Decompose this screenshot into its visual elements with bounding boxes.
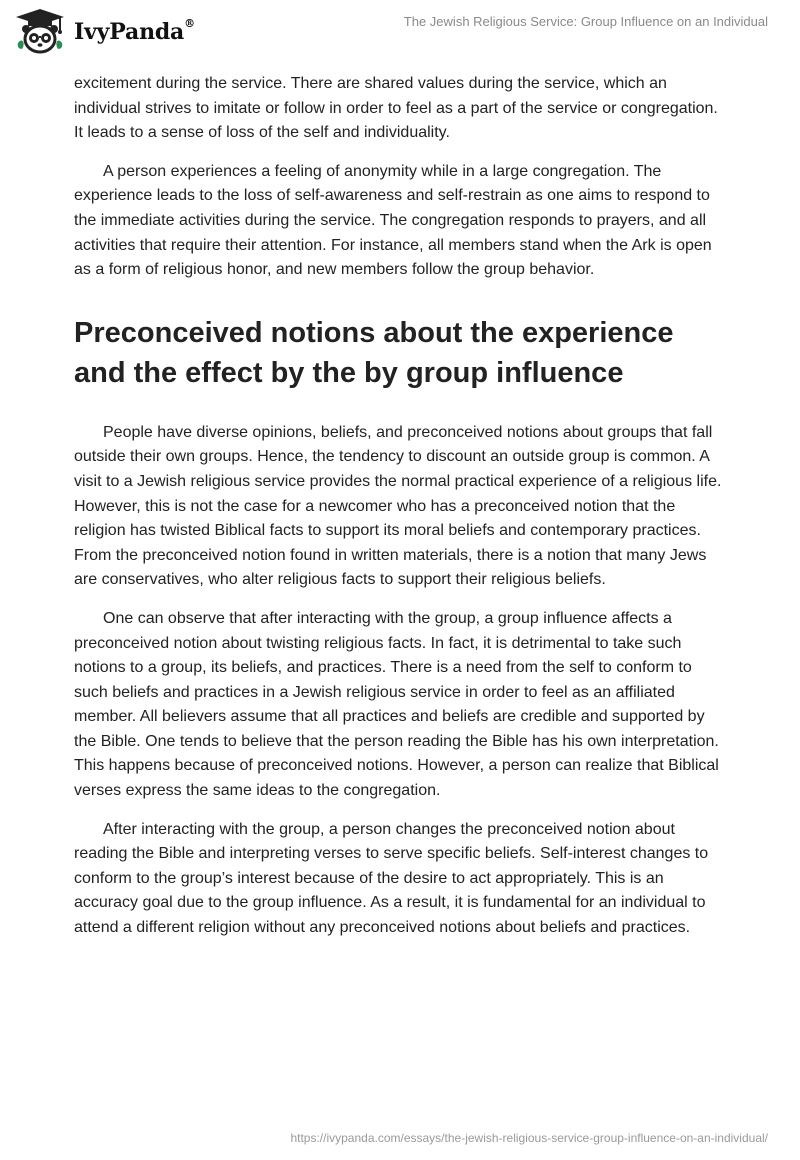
logo-text: IvyPanda — [74, 19, 185, 45]
paragraph: People have diverse opinions, beliefs, and preconceived notions about groups that fall outside their own groups. Hence, the tendency to discount an outside group is common. A visit to a Jewish religious service provides the normal practical experience of a religious life. However, this is not the case for a newcomer who has a preconceived notion that the religion has twisted Biblical facts to support its moral beliefs and contemporary practices. From the preconceived notion found in written materials, there is a notion that many Jews are conservatives, who alter religious facts to support their religious beliefs. — [74, 423, 722, 589]
source-url[interactable]: https://ivypanda.com/essays/the-jewish-religious-service-group-influence-on-an-individual/ — [290, 1131, 768, 1145]
logo-wordmark — [74, 16, 195, 45]
paragraph: After interacting with the group, a person changes the preconceived notion about reading the Bible and interpreting verses to serve specific beliefs. Self-interest changes to conform to the group’s interest because of the desire to act appropriately. This is an accuracy goal due to the group influence. As a result, it is fundamental for an individual to attend a different religion without any preconceived notions about beliefs and practices. — [74, 820, 709, 937]
page-header — [0, 0, 800, 60]
paragraph-continued: excitement during the service. There are shared values during the service, which an individual strives to imitate or follow in order to feel as a part of the service or congregation. It leads to a sense of loss of the self and individuality. — [74, 75, 718, 142]
paragraph: A person experiences a feeling of anonymity while in a large congregation. The experience leads to the loss of self-awareness and self-restrain as one aims to respond to the immediate activities during the service. The congregation responds to prayers, and all activities that require their attention. For instance, all members stand when the Ark is open as a form of religious honor, and new members follow the group behavior. — [74, 162, 712, 279]
paragraph: One can observe that after interacting with the group, a group influence affects a preconceived notion about twisting religious facts. In fact, it is detrimental to take such notions to a group, its beliefs, and practices. There is a need from the self to conform to such beliefs and practices in a Jewish religious service in order to feel as an affiliated member. All believers assume that all practices and beliefs are credible and supported by the Bible. One tends to believe that the person reading the Bible has his own interpretation. This happens because of preconceived notions. However, a person can realize that Biblical verses express the same ideas to the congregation. — [74, 609, 719, 800]
panda-graduate-icon — [14, 7, 66, 55]
document-title: The Jewish Religious Service: Group Influence on an Individual — [403, 14, 768, 29]
essay-body — [74, 72, 726, 955]
section-heading: Preconceived notions about the experience and the effect by the by group influence — [74, 316, 674, 389]
logo[interactable] — [14, 7, 195, 55]
registered-mark: ® — [184, 16, 195, 30]
